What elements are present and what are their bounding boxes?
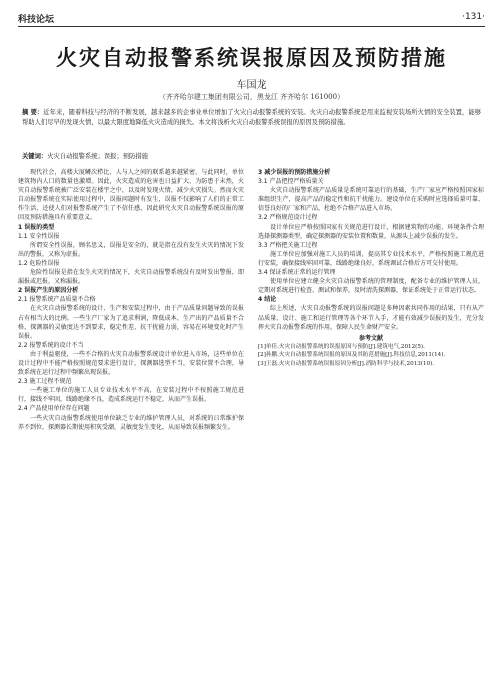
abstract	[22, 108, 481, 127]
abstract-label: 摘 要：	[22, 109, 44, 116]
section-heading: 2 误报产生的原因分析	[18, 287, 79, 295]
body-paragraph: 一些火灾自动报警系统使用单位缺乏专业的维护管理人员，对系统的日常维护保养不到位，探测器长期使用积灰受潮，灵敏度发生变化，从而导致误报频繁发生。	[18, 414, 244, 431]
section-heading: 3 减少误报的预防措施分析	[258, 169, 331, 176]
keywords-label: 关键词：	[22, 153, 48, 160]
subsection-heading: 1.2 危险性误报	[18, 259, 60, 267]
paper-title: 火灾自动报警系统误报原因及预防措施	[56, 46, 447, 70]
section-heading: 1 误报的类型	[18, 223, 55, 231]
body-paragraph: 现代社会，高楼大厦鳞次栉比，人与人之间的联系越来越紧密，与此同时，单位建筑物内人口的数量也激增。因此，火灾造成的危害也日益扩大，为防患于未然，火灾自动报警系统被广泛安装在楼宇之中，以及时发现火情，减少火灾损失。然而火灾自动报警系统在实际使用过程中，误报问题时有发生，误报不仅影响了人们的正常工作生活，还使人们对报警系统产生了不信任感，因此研究火灾自动报警系统误报的原因及预防措施具有重要意义。	[18, 169, 244, 222]
body-paragraph: 火灾自动报警系统产品质量是系统可靠运行的基础，生产厂家应严格按照国家标准组织生产，提高产品的稳定性和抗干扰能力。建设单位在采购时应选择质量可靠、信誉良好的厂家和产品，杜绝不合格产品进入市场。	[258, 187, 484, 213]
left-column	[18, 168, 244, 673]
subsection-heading: 3.2 严格规范设计过程	[258, 214, 318, 222]
body-paragraph: 一些施工单位的施工人员专业技术水平不高，在安装过程中不按照施工规范进行，接线不牢固，线路绝缘不良，造成系统运行不稳定，从而产生误报。	[18, 387, 244, 404]
reference-item: [2]孙鹏.火灾自动报警系统误报的原因及其防范措施[J].科技信息,2011(14).	[258, 352, 446, 359]
reference-item: [1]单佳.火灾自动报警系统的误报原因与预防[J].建筑电气,2012(5).	[258, 343, 425, 350]
subsection-heading: 3.3 严格把关施工过程	[258, 241, 318, 249]
body-paragraph: 施工单位应加强对施工人员的培训，提高其专业技术水平，严格按照施工规范进行安装，确保接线牢固可靠，线路绝缘良好，系统调试合格后方可交付使用。	[258, 250, 484, 267]
body-paragraph: 在火灾自动报警系统的设计、生产和安装过程中，由于产品质量问题导致的误报占有相当大的比例。一些生产厂家为了追求利润，降低成本，生产出的产品质量不合格，探测器的灵敏度达不到要求，稳定性差，抗干扰能力弱，容易在环境变化时产生误报。	[18, 305, 244, 340]
body-paragraph: 综上所述，火灾自动报警系统的误报问题是多种因素共同作用的结果，只有从产品质量、设计、施工和运行管理等各个环节入手，才能有效减少误报的发生，充分发挥火灾自动报警系统的作用，保障人民生命财产安全。	[258, 305, 484, 331]
subsection-heading: 3.4 保证系统正常的运行管理	[258, 269, 336, 277]
section-heading: 4 结论	[258, 296, 277, 304]
body-paragraph: 由于利益驱使，一些不合格的火灾自动报警系统设计单位进入市场，这些单位在设计过程中不能严格按照规范要求进行设计，探测器选型不当，安装位置不合理，导致系统在运行过程中频繁出现误报。	[18, 350, 244, 377]
body-paragraph: 所谓安全性误报，顾名思义，误报是安全的，就是指在没有发生火灾的情况下发出的警报，又称为虚报。	[18, 241, 244, 258]
body-paragraph: 危险性误报是指在发生火灾的情况下，火灾自动报警系统没有及时发出警报，即漏报或迟报，又称漏报。	[18, 269, 244, 286]
subsection-heading: 2.4 产品使用单位存在问题	[18, 405, 90, 413]
subsection-heading: 3.1 产品把控严格质量关	[258, 178, 324, 186]
page-number: ·131·	[462, 12, 485, 22]
keywords	[22, 152, 481, 161]
subsection-heading: 2.3 施工过程不规范	[18, 378, 72, 386]
author-name: 车国龙	[236, 80, 267, 91]
right-column	[258, 168, 484, 673]
subsection-heading: 2.2 报警系统的设计不当	[18, 341, 84, 349]
body-paragraph: 使用单位应建立健全火灾自动报警系统的管理制度，配备专业的维护管理人员，定期对系统进行检查、测试和保养，及时清洗探测器，保证系统处于正常运行状态。	[258, 278, 484, 295]
journal-section: 科技论坛	[18, 15, 55, 25]
subsection-heading: 2.1 报警系统产品质量不合格	[18, 296, 96, 304]
author-affiliation: （齐齐哈尔建工集团有限公司，黑龙江 齐齐哈尔 161000）	[158, 93, 345, 101]
keywords-text: 火灾自动报警系统；误报；预防措施	[47, 153, 148, 160]
reference-item: [3]王磊.火灾自动报警系统误报原因分析[J].消防科学与技术,2013(10).	[258, 360, 435, 367]
subsection-heading: 1.1 安全性误报	[18, 232, 60, 240]
references-heading: 参考文献	[358, 334, 383, 342]
abstract-text: 近年来，随着科技与经济的不断发展，越来越多的企事业单位增加了火灾自动报警系统的安装。火灾自动报警系统是用来监视安装场所火情的安全装置，能够帮助人们尽早的发现火情，以最大限度地降低火灾造成的损失。本文将浅析火灾自动报警系统误报的原因及预防措施。	[22, 109, 481, 126]
body-paragraph: 设计单位应严格按照国家有关规范进行设计，根据建筑物的功能、环境条件合理选择探测器类型，确定探测器的安装位置和数量，从源头上减少误报的发生。	[258, 223, 484, 240]
running-header	[18, 10, 485, 27]
